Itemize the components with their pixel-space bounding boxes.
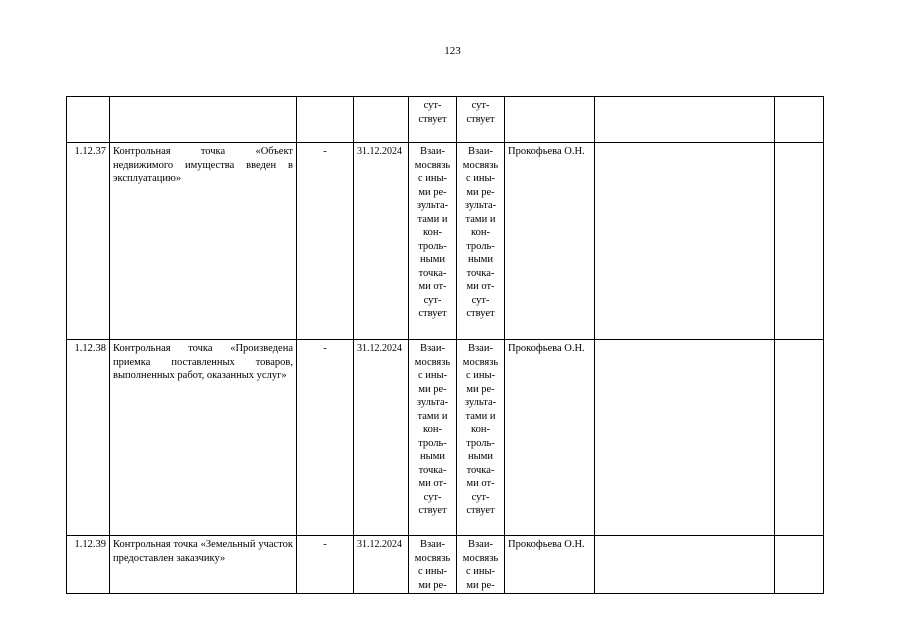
cell-notes: [595, 143, 775, 340]
cell-relation-b: Взаи- мосвязь с ины- ми ре- зульта- тами и кон- троль- ными точка- ми от- сут- ствует: [457, 143, 505, 340]
table-row: [67, 340, 824, 536]
cell-num: 1.12.37: [67, 143, 110, 340]
cell-person: Прокофьева О.Н.: [505, 143, 595, 340]
cell-name: Контрольная точка «Объект недвижимого имущества введен в эксплуатацию»: [110, 143, 297, 340]
cell-num-empty: [67, 97, 110, 143]
cell-relation-b: Взаи- мосвязь с ины- ми ре- зульта- тами и кон- троль- ными точка- ми от- сут- ствует: [457, 340, 505, 536]
cell-notes: [595, 340, 775, 536]
cell-relation-b: Взаи- мосвязь с ины- ми ре-: [457, 536, 505, 594]
cell-relation-b: сут- ствует: [457, 97, 505, 143]
cell-person: Прокофьева О.Н.: [505, 536, 595, 594]
cell-name: Контрольная точка «Земельный участок предоставлен заказчику»: [110, 536, 297, 594]
cell-notes: [595, 536, 775, 594]
cell-relation-a: сут- ствует: [409, 97, 457, 143]
cell-extra: [775, 536, 824, 594]
cell-num: 1.12.38: [67, 340, 110, 536]
cell-date: 31.12.2024: [354, 340, 409, 536]
cell-relation-a: Взаи- мосвязь с ины- ми ре- зульта- тами и кон- троль- ными точка- ми от- сут- ствует: [409, 143, 457, 340]
cell-dash: -: [297, 143, 354, 340]
cell-person-empty: [505, 97, 595, 143]
cell-relation-a: Взаи- мосвязь с ины- ми ре-: [409, 536, 457, 594]
cell-name-empty: [110, 97, 297, 143]
table-row-continuation: [67, 97, 824, 143]
cell-name: Контрольная точка «Произведена приемка поставленных товаров, выполненных работ, оказанных услуг»: [110, 340, 297, 536]
cell-person: Прокофьева О.Н.: [505, 340, 595, 536]
cell-relation-a: Взаи- мосвязь с ины- ми ре- зульта- тами и кон- троль- ными точка- ми от- сут- ствует: [409, 340, 457, 536]
cell-extra-empty: [775, 97, 824, 143]
cell-date: 31.12.2024: [354, 143, 409, 340]
table-row: [67, 143, 824, 340]
table-row: [67, 536, 824, 594]
cell-date-empty: [354, 97, 409, 143]
cell-notes-empty: [595, 97, 775, 143]
page-number: 123: [444, 45, 461, 57]
cell-dash-empty: [297, 97, 354, 143]
cell-dash: -: [297, 340, 354, 536]
cell-date: 31.12.2024: [354, 536, 409, 594]
cell-num: 1.12.39: [67, 536, 110, 594]
cell-extra: [775, 143, 824, 340]
control-points-table: [66, 96, 824, 594]
cell-extra: [775, 340, 824, 536]
cell-dash: -: [297, 536, 354, 594]
